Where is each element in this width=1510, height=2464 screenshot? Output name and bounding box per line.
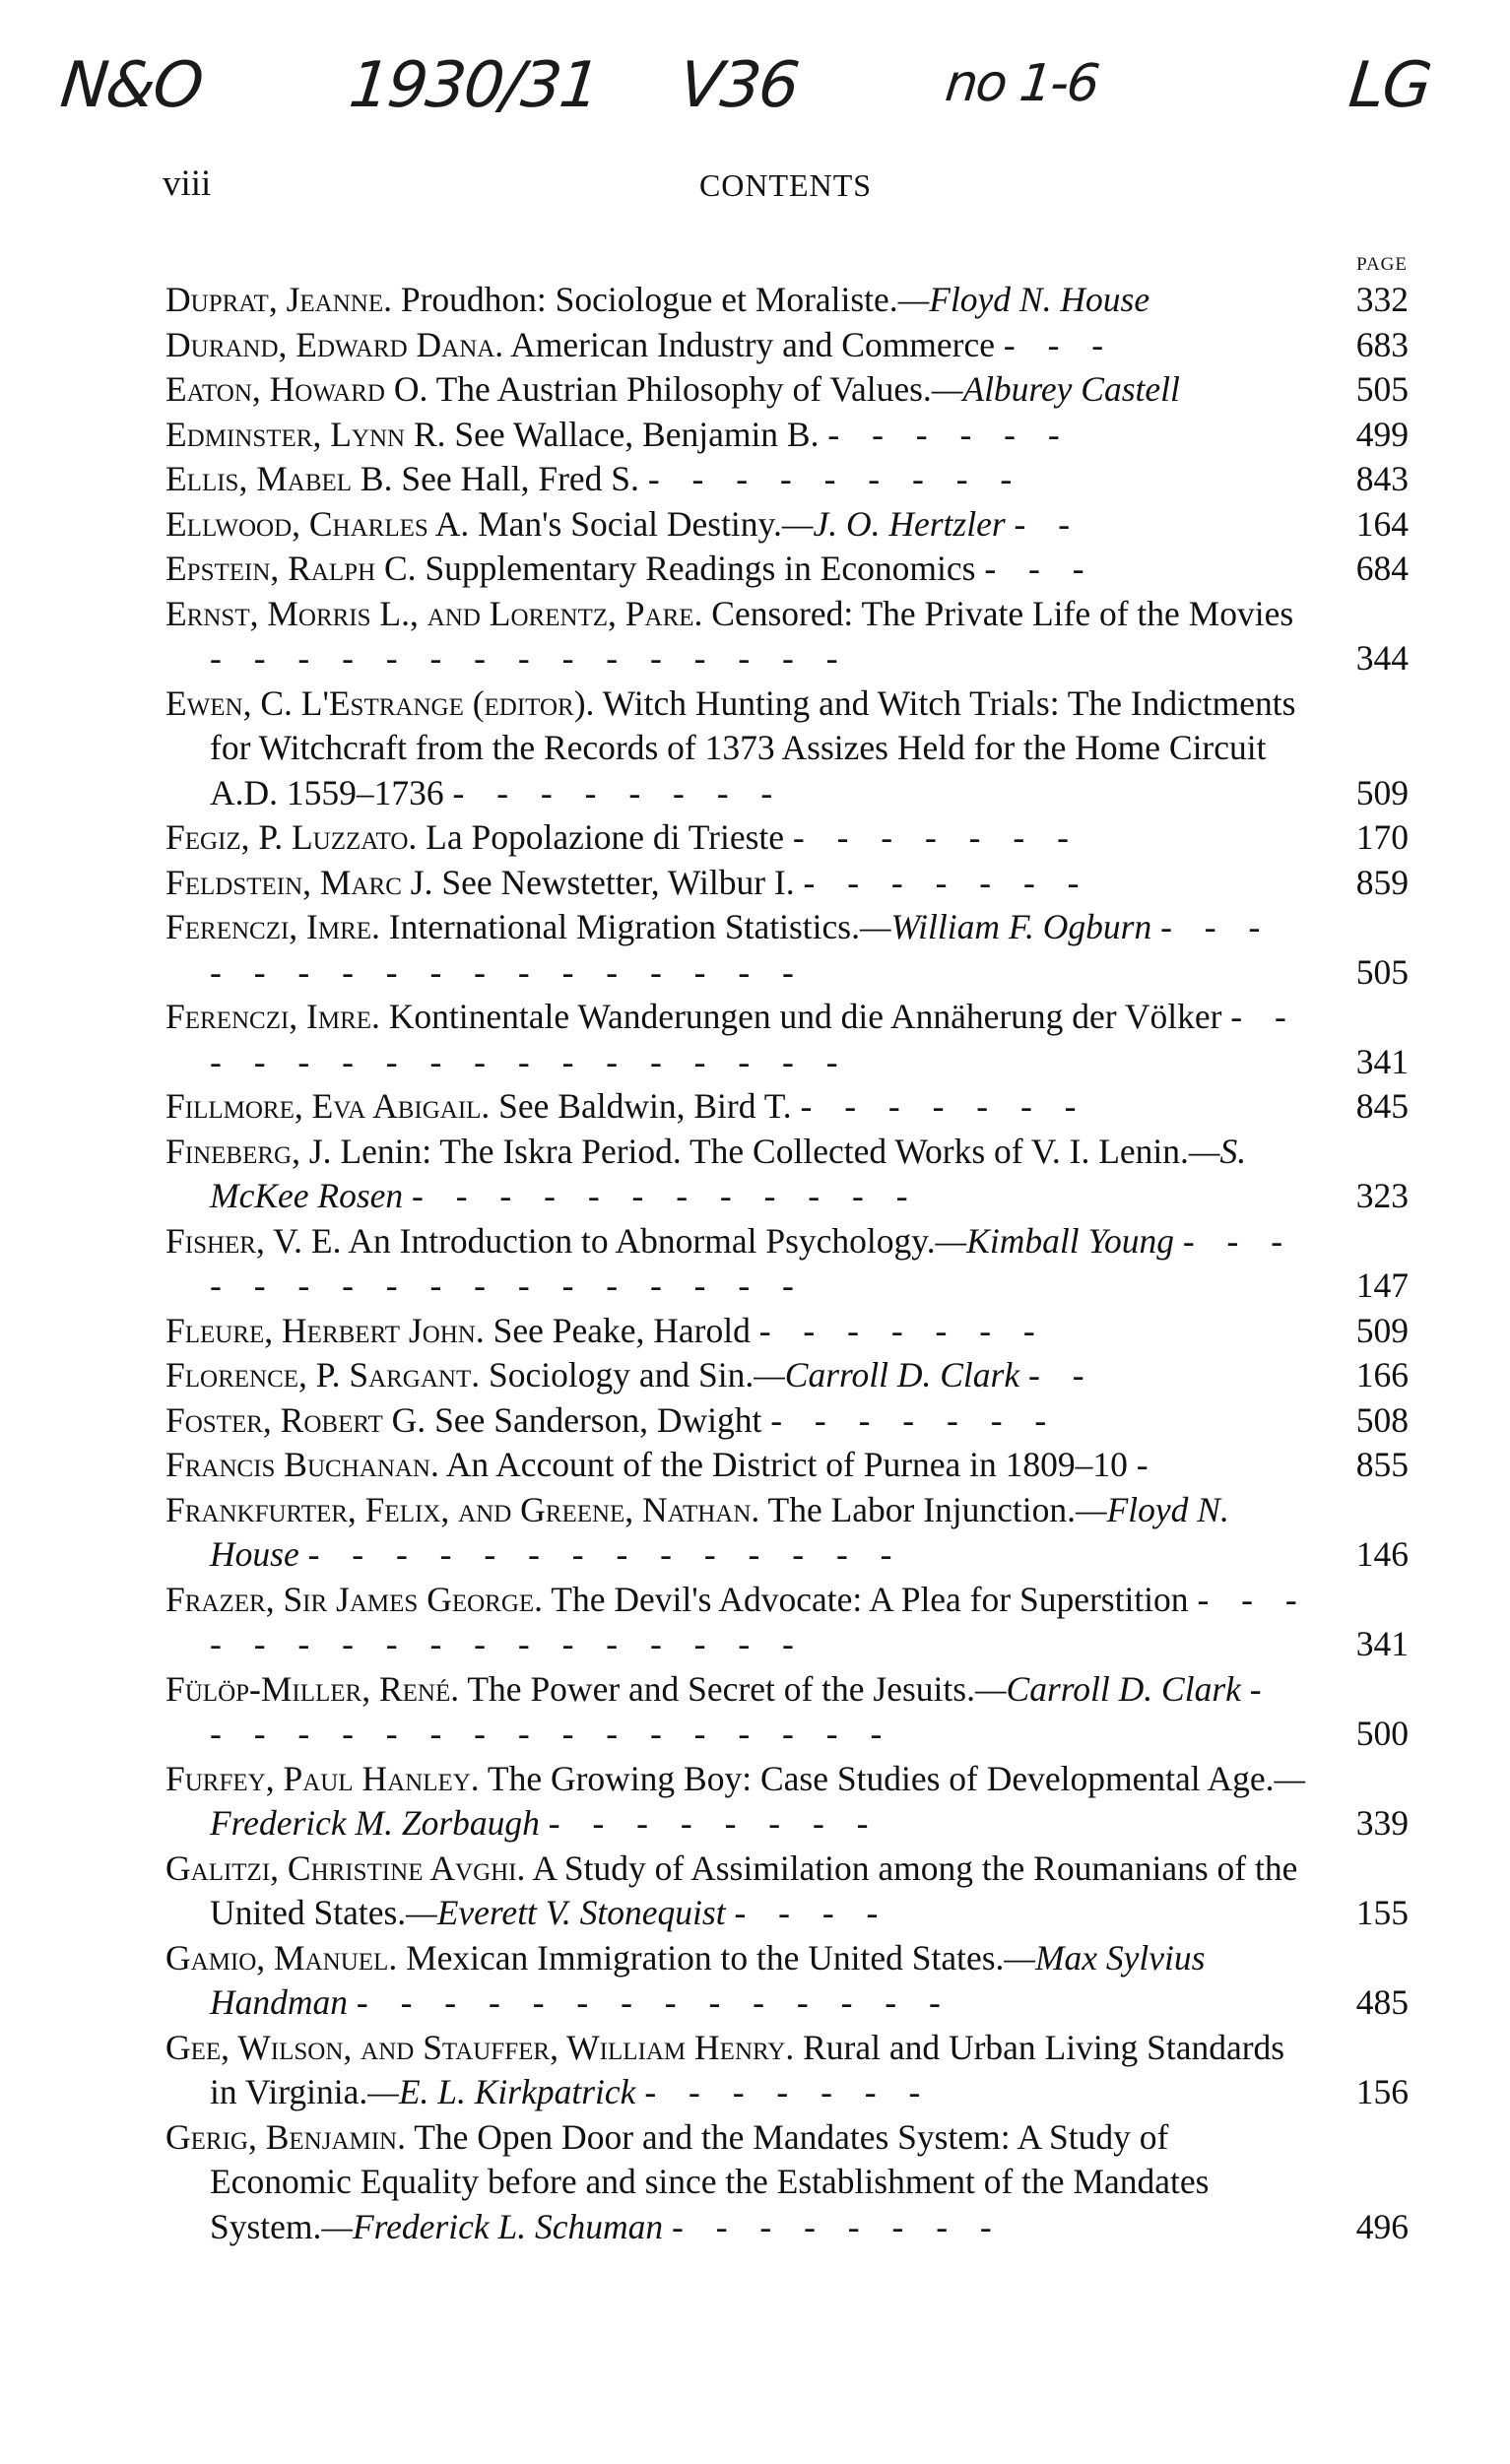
contents-entry (165, 1353, 1409, 1398)
entry-page-number: 500 (1355, 1714, 1409, 1753)
entry-title: Rural and Urban Living Standards in Virginia. (210, 2027, 1285, 2111)
contents-entry (165, 413, 1409, 458)
entry-leaders: - - - - - - - - (672, 2206, 1004, 2246)
entry-title: An Introduction to Abnormal Psychology. (348, 1220, 936, 1261)
entry-leaders: - - - - (734, 1893, 890, 1932)
entry-author: Foster, Robert G. (165, 1399, 427, 1440)
entry-reviewer: —Carroll D. Clark (974, 1668, 1241, 1709)
entry-author: Fülöp-Miller, René. (165, 1668, 460, 1709)
entry-author: Durand, Edward Dana. (165, 324, 504, 364)
entry-title: A Study of Assimilation among the Roumanians of the United States. (210, 1848, 1298, 1932)
entry-author: Fisher, V. E. (165, 1220, 342, 1261)
entry-title: See Peake, Harold (492, 1310, 751, 1350)
entry-reviewer: —William F. Ogburn (859, 907, 1152, 946)
entry-leaders: - - - - - - - - - - - - - - - - - (210, 1579, 1309, 1663)
entry-reviewer: —S. McKee Rosen (210, 1131, 1247, 1215)
contents-entry (165, 905, 1409, 995)
contents-entry (165, 1130, 1409, 1219)
entry-reviewer: —Everett V. Stonequist (406, 1893, 726, 1932)
entry-leaders: - - - - - - - - - - - - - - - - - (210, 997, 1298, 1081)
contents-entry (165, 861, 1409, 906)
entry-leaders: - - - - - - - - - - - - - - (356, 1982, 952, 2022)
entry-reviewer: —Floyd N. House (897, 280, 1150, 319)
contents-entry (165, 278, 1409, 323)
entry-author: Edminster, Lynn R. (165, 414, 446, 454)
handwritten-note: V36 (676, 49, 802, 122)
contents-entry (165, 1398, 1409, 1444)
entry-title: The Growing Boy: Case Studies of Developmental Age. (487, 1758, 1275, 1798)
entry-leaders: - - - - - - - (800, 1086, 1088, 1126)
entry-page-number: 155 (1355, 1893, 1409, 1932)
entry-author: Ewen, C. L'Estrange (editor). (165, 682, 595, 723)
entry-reviewer: —Carroll D. Clark (754, 1355, 1020, 1394)
contents-entry (165, 1084, 1409, 1130)
page-number: viii (163, 163, 212, 204)
contents-entry (165, 592, 1409, 681)
entry-author: Ferenczi, Imre. (165, 907, 380, 946)
entry-leaders: - - - - - - - - - - - - (412, 1176, 920, 1215)
entry-reviewer: —Alburey Castell (931, 369, 1180, 409)
entry-leaders: - - - - - - - (770, 1399, 1059, 1440)
entry-page-number: 339 (1355, 1803, 1409, 1843)
entry-reviewer: —Max Sylvius Handman (210, 1937, 1206, 2022)
handwritten-note: 1930/31 (346, 49, 602, 122)
entry-author: Gamio, Manuel. (165, 1937, 398, 1978)
entry-author: Ellis, Mabel B. (165, 459, 393, 498)
entry-page-number: 859 (1355, 862, 1409, 902)
entry-page-number: 496 (1355, 2206, 1409, 2246)
entry-reviewer: —Frederick M. Zorbaugh (210, 1758, 1306, 1843)
entry-author: Ellwood, Charles A. (165, 503, 470, 544)
entry-author: Fillmore, Eva Abigail. (165, 1086, 491, 1126)
entry-page-number: 146 (1355, 1534, 1409, 1574)
entry-author: Fineberg, J. (165, 1131, 332, 1171)
entry-title: An Account of the District of Purnea in 1809–10 (445, 1445, 1128, 1484)
entry-author: Gee, Wilson, and Stauffer, William Henry. (165, 2027, 795, 2067)
entry-author: Francis Buchanan. (165, 1445, 439, 1484)
entry-title: Kontinentale Wanderungen und die Annäherung der Völker (388, 997, 1222, 1036)
entry-page-number: 147 (1355, 1265, 1409, 1305)
page-header (163, 162, 1409, 222)
entry-page-number: 509 (1355, 1310, 1409, 1350)
entry-page-number: 341 (1355, 1041, 1409, 1081)
contents-entry (165, 1488, 1409, 1578)
entry-title: American Industry and Commerce (510, 324, 996, 364)
contents-entry (165, 1309, 1409, 1354)
entry-title: International Migration Statistics. (388, 907, 860, 946)
entry-reviewer: —Kimball Young (935, 1220, 1174, 1261)
contents-entry (165, 995, 1409, 1084)
running-title: CONTENTS (698, 167, 873, 203)
contents-entry (165, 1936, 1409, 2026)
entry-page-number: 164 (1355, 503, 1409, 544)
contents-entry (165, 323, 1409, 368)
entry-leaders: - - - - - - - - - - - - - - - - - (210, 1220, 1295, 1305)
contents-entry (165, 681, 1409, 816)
entry-title: Censored: The Private Life of the Movies (711, 593, 1294, 633)
entry-title: The Devil's Advocate: A Plea for Superstition (551, 1579, 1189, 1619)
contents-entry (165, 1219, 1409, 1309)
entry-page-number: 344 (1355, 638, 1409, 678)
entry-author: Epstein, Ralph C. (165, 549, 417, 588)
entry-page-number: 485 (1355, 1982, 1409, 2022)
contents-entry (165, 547, 1409, 592)
contents-entry (165, 1578, 1409, 1667)
entry-title: Proudhon: Sociologue et Moraliste. (400, 280, 898, 319)
entry-reviewer: —E. L. Kirkpatrick (367, 2072, 636, 2111)
entry-page-number: 156 (1355, 2072, 1409, 2111)
handwritten-note: LG (1346, 49, 1434, 122)
entry-page-number: 508 (1355, 1399, 1409, 1440)
entry-leaders: - - - - - - - - (452, 772, 785, 812)
entry-leaders: - - - (1003, 324, 1116, 364)
contents-entry (165, 367, 1409, 413)
entry-page-number: 683 (1355, 324, 1409, 364)
entry-author: Gerig, Benjamin. (165, 2116, 406, 2157)
handwritten-annotations (0, 49, 1510, 158)
entry-author: Eaton, Howard O. (165, 369, 428, 409)
entry-title: See Wallace, Benjamin B. (454, 414, 820, 454)
entry-leaders: - (1136, 1445, 1160, 1484)
contents-entry (165, 1443, 1409, 1488)
entry-leaders: - - (1028, 1355, 1096, 1394)
entry-page-number: 170 (1355, 817, 1409, 857)
entry-page-number: 323 (1355, 1176, 1409, 1215)
entry-author: Feldstein, Marc J. (165, 862, 433, 902)
entry-page-number: 845 (1355, 1086, 1409, 1126)
entry-page-number: 509 (1355, 772, 1409, 812)
entry-page-number: 332 (1355, 280, 1409, 319)
contents-entry (165, 1847, 1409, 1936)
entry-author: Duprat, Jeanne. (165, 280, 392, 319)
entry-title: The Austrian Philosophy of Values. (435, 369, 932, 409)
entry-reviewer: —J. O. Hertzler (781, 503, 1006, 544)
entry-author: Florence, P. Sargant. (165, 1355, 481, 1394)
contents-entry (165, 502, 1409, 548)
entry-title: See Newstetter, Wilbur I. (441, 862, 795, 902)
entry-title: Supplementary Readings in Economics (425, 549, 976, 588)
entry-author: Fleure, Herbert John. (165, 1310, 485, 1350)
entry-author: Fegiz, P. Luzzato. (165, 817, 418, 857)
entry-title: Lenin: The Iskra Period. The Collected Works of V. I. Lenin. (340, 1131, 1189, 1171)
entry-page-number: 341 (1355, 1624, 1409, 1663)
entry-title: La Popolazione di Trieste (426, 817, 785, 857)
entry-leaders: - - - - - - - (792, 817, 1081, 857)
entry-title: See Baldwin, Bird T. (498, 1086, 792, 1126)
contents-list (165, 278, 1409, 2249)
entry-leaders: - - - (984, 549, 1096, 588)
contents-entry (165, 815, 1409, 861)
entry-author: Furfey, Paul Hanley. (165, 1758, 480, 1798)
handwritten-note: no 1-6 (942, 54, 1101, 113)
entry-leaders: - - - - - - - - (548, 1803, 881, 1843)
handwritten-note: N&O (57, 49, 206, 122)
entry-author: Frankfurter, Felix, and Greene, Nathan. (165, 1489, 760, 1529)
entry-page-number: 684 (1355, 549, 1409, 588)
entry-title: Man's Social Destiny. (478, 503, 782, 544)
entry-page-number: 505 (1355, 369, 1409, 409)
entry-leaders: - - - - - - - (803, 862, 1091, 902)
contents-entry (165, 1757, 1409, 1847)
entry-title: The Power and Secret of the Jesuits. (467, 1668, 975, 1709)
entry-title: Sociology and Sin. (488, 1355, 755, 1394)
entry-title: Mexican Immigration to the United States. (406, 1937, 1005, 1978)
contents-entry (165, 2115, 1409, 2250)
entry-leaders: - - - - - - - - - - - - - - - - - (210, 1668, 1274, 1753)
entry-title: The Labor Injunction. (767, 1489, 1077, 1529)
entry-author: Ferenczi, Imre. (165, 997, 380, 1036)
entry-page-number: 843 (1355, 459, 1409, 498)
entry-leaders: - - - - - - - - - - - - - - (307, 1534, 904, 1574)
contents-entry (165, 2026, 1409, 2115)
entry-leaders: - - - - - - - - - (647, 459, 1024, 498)
contents-entry (165, 1667, 1409, 1757)
entry-author: Frazer, Sir James George. (165, 1579, 544, 1619)
entry-leaders: - - - - - - (827, 414, 1072, 454)
entry-page-number: 499 (1355, 414, 1409, 454)
contents-entry (165, 457, 1409, 502)
entry-reviewer: —Floyd N. House (210, 1489, 1229, 1574)
page-column-heading: PAGE (1356, 254, 1408, 275)
entry-leaders: - - - - - - - - - - - - - - - - - (210, 907, 1273, 992)
entry-title: Witch Hunting and Witch Trials: The Indictments for Witchcraft from the Records of 1373 Assizes Held for the Home Circuit A.D. 1559–1736 (210, 682, 1296, 812)
entry-leaders: - - (1014, 503, 1083, 544)
entry-author: Ernst, Morris L., and Lorentz, Pare. (165, 593, 703, 633)
entry-page-number: 855 (1355, 1445, 1409, 1484)
entry-title: See Sanderson, Dwight (434, 1399, 762, 1440)
entry-author: Galitzi, Christine Avghi. (165, 1848, 526, 1888)
entry-leaders: - - - - - - - (758, 1310, 1047, 1350)
entry-page-number: 166 (1355, 1355, 1409, 1394)
entry-title: The Open Door and the Mandates System: A Study of Economic Equality before and since the Establishment of the Mandates System. (210, 2116, 1210, 2246)
entry-page-number: 505 (1355, 951, 1409, 992)
entry-reviewer: —Frederick L. Schuman (321, 2206, 664, 2246)
entry-title: See Hall, Fred S. (401, 459, 639, 498)
entry-leaders: - - - - - - - (644, 2072, 933, 2111)
entry-leaders: - - - - - - - - - - - - - - - (210, 638, 850, 678)
